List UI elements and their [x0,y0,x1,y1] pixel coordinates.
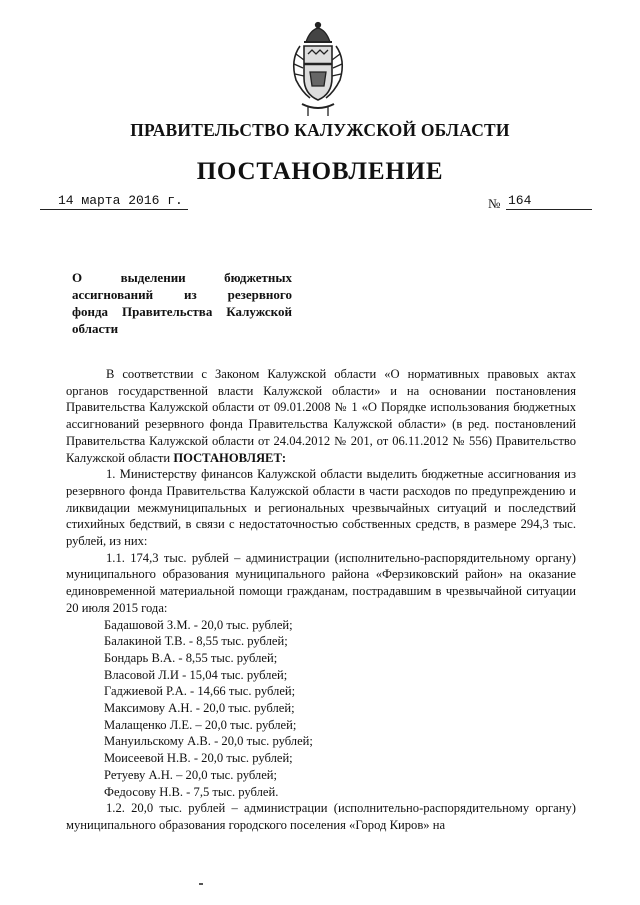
list-item: Федосову Н.В. - 7,5 тыс. рублей. [104,784,279,799]
subject-line: фонда Правительства Калужской [72,304,292,319]
coat-of-arms-emblem [286,20,350,120]
list-item: Максимову А.Н. - 20,0 тыс. рублей; [104,701,295,716]
subject-block [72,269,292,337]
item-1-1-paragraph: 1.1. 174,3 тыс. рублей – администрации (исполнительно-распорядительному органу) муниципального образования муниципального района «Ферзиковский район» на оказание единовременной материальной помощи гражданам, пострадавшим в чрезвычайной ситуации 20 июля 2015 года: [66,550,576,615]
list-item: Бондарь В.А. - 8,55 тыс. рублей; [104,650,278,665]
list-item: Власовой Л.И - 15,04 тыс. рублей; [104,667,288,682]
preamble-paragraph [66,366,576,466]
list-item: Мануильскому А.В. - 20,0 тыс. рублей; [104,734,313,749]
number-label: № [488,196,501,211]
list-item: Бадашовой З.М. - 20,0 тыс. рублей; [104,617,293,632]
subject-line: области [72,321,119,336]
scan-mark [199,883,203,885]
government-title: ПРАВИТЕЛЬСТВО КАЛУЖСКОЙ ОБЛАСТИ [130,120,510,140]
recipients-list [66,617,576,801]
document-date: 14 марта 2016 г. [40,193,188,210]
list-item: Гаджиевой Р.А. - 14,66 тыс. рублей; [104,684,296,699]
decree-word: ПОСТАНОВЛЯЕТ: [173,450,287,465]
item-1-2-paragraph: 1.2. 20,0 тыс. рублей – администрации (исполнительно-распорядительному органу) муниципального образования городского поселения «Город Киров» на [66,801,576,832]
list-item: Балакиной Т.В. - 8,55 тыс. рублей; [104,634,288,649]
list-item: Ретуеву А.Н. – 20,0 тыс. рублей; [104,767,278,782]
list-item: Малащенко Л.Е. – 20,0 тыс. рублей; [104,717,297,732]
list-item: Моисеевой Н.В. - 20,0 тыс. рублей; [104,751,293,766]
subject-line: О выделении бюджетных [72,270,292,285]
preamble-text: В соответствии с Законом Калужской области «О нормативных правовых актах органов государственной власти Калужской области» и на основании постановления Правительства Калужской области от 09.01.2008 № 1 «О Порядке использования бюджетных ассигнований резервного фонда Правительства Калужской области» (в ред. постановлений Правительства Калужской области от 24.04.2012 № 201, от 06.11.2012 № 556) Правительство Калужской области [66,367,576,465]
subject-line: ассигнований из резервного [72,287,292,302]
document-body [66,366,576,834]
document-number: 164 [506,193,592,210]
document-type: ПОСТАНОВЛЕНИЕ [196,158,444,185]
item-1-paragraph: 1. Министерству финансов Калужской области выделить бюджетные ассигнования из резервного фонда Правительства Калужской области в части расходов по предупреждению и ликвидации межмуниципальных и региональных чрезвычайных ситуаций и последствий стихийных бедствий, в связи с недостаточностью собственных средств, в размере 294,3 тыс. рублей, из них: [66,467,576,549]
